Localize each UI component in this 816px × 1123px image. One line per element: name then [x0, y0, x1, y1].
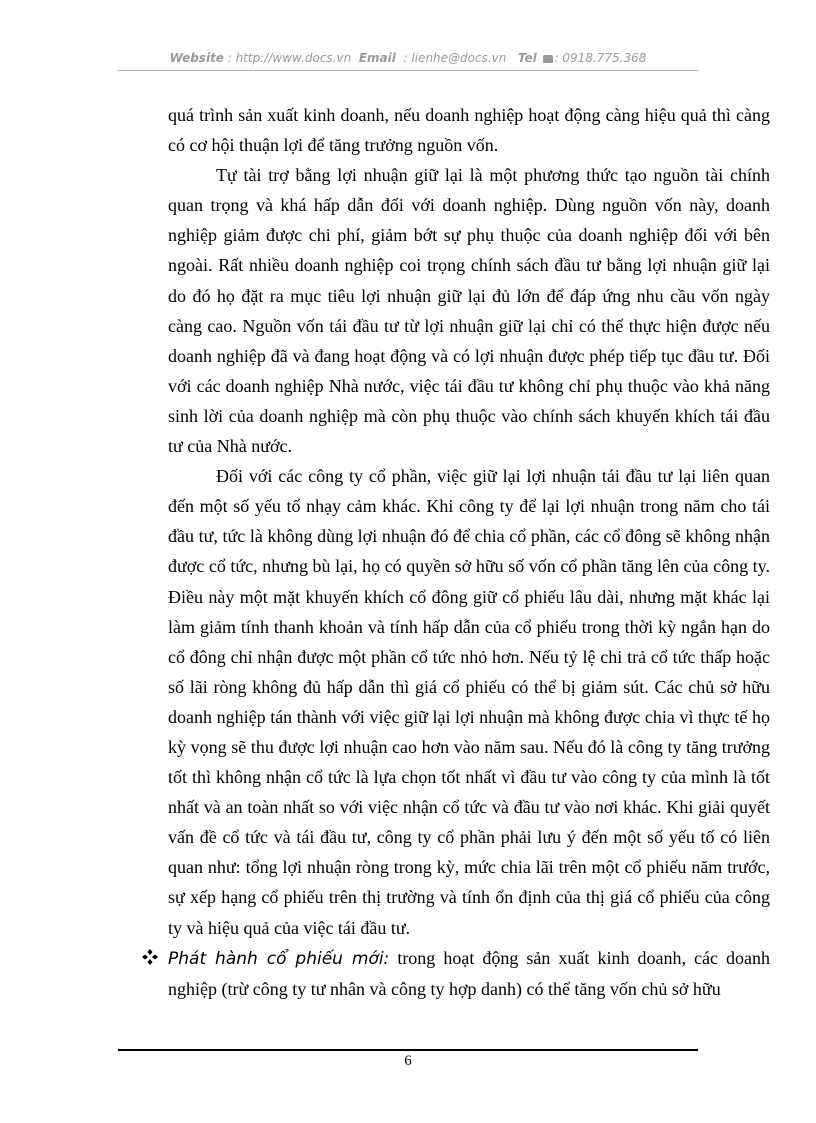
- phone-icon: [543, 55, 553, 63]
- footer-rule: [118, 1049, 698, 1051]
- email-value: : lienhe@docs.vn: [403, 51, 507, 65]
- paragraph-new-shares-text: trong hoạt động sản xuất kinh doanh, các doanh nghiệp (trừ công ty tư nhân và công ty hợp danh) có thể tăng vốn chủ sở hữu: [168, 947, 770, 999]
- paragraph-self-financing: Tự tài trợ bằng lợi nhuận giữ lại là một phương thức tạo nguồn tài chính quan trọng và khá hấp dẫn đối với doanh nghiệp. Dùng nguồn vốn này, doanh nghiệp giảm được chi phí, giảm bớt sự phụ thuộc của doanh nghiệp đối với bên ngoài. Rất nhiều doanh nghiệp coi trọng chính sách đầu tư bằng lợi nhuận giữ lại do đó họ đặt ra mục tiêu lợi nhuận giữ lại đủ lớn để đáp ứng nhu cầu vốn ngày càng cao. Nguồn vốn tái đầu tư từ lợi nhuận giữ lại chỉ có thể thực hiện được nếu doanh nghiệp đã và đang hoạt động và có lợi nhuận được phép tiếp tục đầu tư. Đối với các doanh nghiệp Nhà nước, việc tái đầu tư không chỉ phụ thuộc vào khả năng sinh lời của doanh nghiệp mà còn phụ thuộc vào chính sách khuyến khích tái đầu tư của Nhà nước.: [168, 165, 770, 457]
- document-body: [168, 100, 770, 1004]
- tel-value: : 0918.775.368: [554, 51, 647, 65]
- header-rule: [118, 70, 698, 71]
- email-label: Email: [358, 51, 396, 65]
- website-value: : http://www.docs.vn: [227, 51, 352, 65]
- page-number: 6: [404, 1053, 412, 1069]
- bullet-paragraph-new-shares: [168, 943, 770, 1004]
- website-label: Website: [169, 51, 224, 65]
- page-header: [118, 50, 698, 66]
- term-new-shares: Phát hành cổ phiếu mới:: [168, 948, 390, 969]
- tel-label: Tel: [517, 51, 537, 65]
- paragraph-joint-stock: Đối với các công ty cổ phần, việc giữ lại lợi nhuận tái đầu tư lại liên quan đến một số yếu tố nhạy cảm khác. Khi công ty để lại lợi nhuận trong năm cho tái đầu tư, tức là không dùng lợi nhuận đó để chia cổ phần, các cổ đông sẽ không nhận được cổ tức, nhưng bù lại, họ có quyền sở hữu số vốn cổ phần tăng lên của công ty. Điều này một mặt khuyến khích cổ đông giữ cổ phiếu lâu dài, nhưng mặt khác lại làm giảm tính thanh khoản và tính hấp dẫn của cổ phiếu trong thời kỳ ngắn hạn do cổ đông chỉ nhận được một phần cổ tức nhỏ hơn. Nếu tỷ lệ chi trả cổ tức thấp hoặc số lãi ròng không đủ hấp dẫn thì giá cổ phiếu có thể bị giảm sút. Các chủ sở hữu doanh nghiệp tán thành với việc giữ lại lợi nhuận mà không được chia vì thực tế họ kỳ vọng sẽ thu được lợi nhuận cao hơn vào năm sau. Nếu đó là công ty tăng trưởng tốt thì không nhận cổ tức là lựa chọn tốt nhất vì đầu tư vào công ty của mình là tốt nhất và an toàn nhất so với việc nhận cổ tức và đầu tư vào nơi khác. Khi giải quyết vấn đề cổ tức và tái đầu tư, công ty cổ phần phải lưu ý đến một số yếu tố có liên quan như: tổng lợi nhuận ròng trong kỳ, mức chia lãi trên một cổ phiếu năm trước, sự xếp hạng cổ phiếu trên thị trường và tính ổn định của thị giá cổ phiếu của công ty và hiệu quả của việc tái đầu tư.: [168, 466, 770, 938]
- paragraph-continuation: quá trình sản xuất kinh doanh, nếu doanh nghiệp hoạt động càng hiệu quả thì càng có cơ hội thuận lợi để tăng trưởng nguồn vốn.: [168, 105, 770, 156]
- four-diamond-bullet-icon: [142, 949, 158, 965]
